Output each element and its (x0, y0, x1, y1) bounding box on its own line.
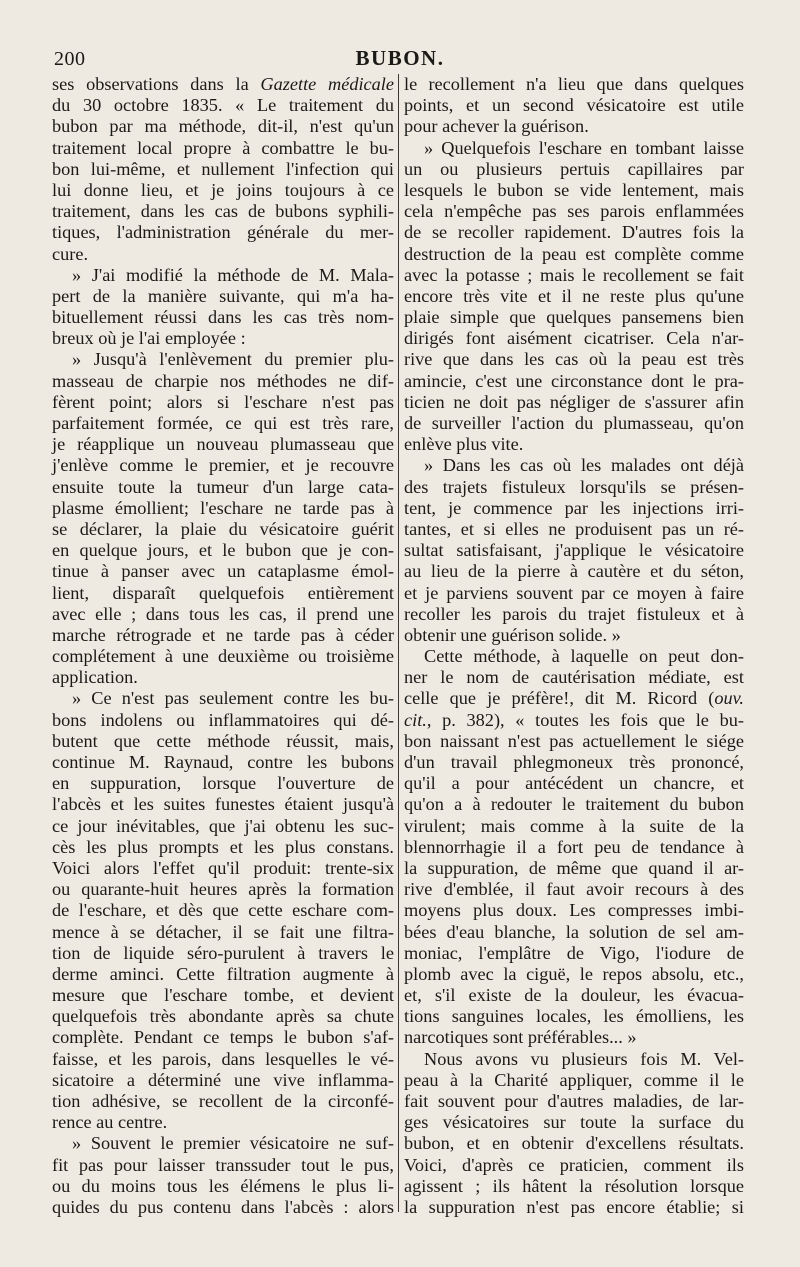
text-line: de se recoller rapidement. D'autres fois la (404, 222, 744, 243)
text-line: parfaitement formée, ce qui est très rare, (52, 413, 394, 433)
page-number: 200 (54, 48, 86, 70)
text-line: derme aminci. Cette filtration augmente à (52, 963, 394, 984)
text-line: bon naissant n'est pas actuellement le siége (404, 730, 744, 751)
text-line: breux où je l'ai employée : (52, 328, 246, 349)
text-line: plomb avec la ciguë, le repos absolu, etc., (404, 963, 744, 984)
text-line: bubon par ma méthode, dit-il, n'est qu'un (52, 116, 394, 137)
text-line: lui donne lieu, et je joins toujours à ce (52, 179, 394, 200)
text-line: mence à se détacher, il se fait une filtra- (52, 921, 394, 942)
text-line: au lieu de la pierre à cautère et du séton, (404, 561, 744, 582)
text-line: traitement, dans les cas de bubons syphili- (52, 201, 394, 222)
text-line: amincie, c'est une circonstance dont le pra- (404, 370, 744, 391)
text-line: du 30 octobre 1835. « Le traitement du (52, 95, 394, 116)
text-line: un ou plusieurs pertuis capillaires par (404, 158, 744, 179)
text-line: plasme émollient; l'eschare ne tarde pas à (52, 497, 394, 518)
text-line: points, et un second vésicatoire est utile (404, 95, 744, 116)
text-line: sultat satisfaisant, j'applique le vésicatoire (404, 540, 744, 561)
text-line: lesquels le bubon se vide lentement, mais (404, 179, 744, 200)
text-line: et, s'il existe de la douleur, les évacua- (404, 985, 744, 1006)
text-line: complétement à une deuxième ou troisième (52, 646, 394, 667)
text-line: dirigés font aisément cicatriser. Cela n'ar- (404, 328, 744, 349)
text-line: quides du pus contenu dans l'abcès : alors (52, 1196, 394, 1217)
text-line: ges vésicatoires sur toute la surface du (404, 1112, 744, 1133)
text-line: ses observations dans la Gazette médicale (52, 74, 394, 94)
text-line: tions sanguines locales, les émolliens, les (404, 1006, 744, 1027)
text-line: » Ce n'est pas seulement contre les bu- (72, 688, 394, 709)
text-line: application. (52, 667, 138, 688)
text-line: bées d'eau blanche, la solution de sel am- (404, 921, 744, 942)
text-line: masseau de charpie nos méthodes ne dif- (52, 370, 394, 391)
text-line: tiques, l'administration générale du mer- (52, 222, 394, 243)
text-line: rive que dans les cas où la peau est très (404, 349, 744, 370)
text-line: » Souvent le premier vésicatoire ne suf- (72, 1133, 394, 1154)
text-line: se déclarer, la plaie du vésicatoire guérit (52, 518, 394, 539)
text-line: tion de liquide séro-purulent à travers le (52, 942, 394, 963)
column-divider (398, 74, 399, 1212)
text-line: lient, disparaît quelquefois entièrement (52, 582, 394, 603)
text-line: bubon, et en obtenir d'excellens résultats. (404, 1133, 744, 1154)
text-line: bon lui-même, et nullement l'infection qui (52, 158, 394, 179)
text-line: tantes, et si elles ne produisent pas un ré- (404, 518, 744, 539)
text-line: moyens plus doux. Les compresses imbi- (404, 900, 744, 921)
text-line: encore très vite et il ne reste plus qu'une (404, 285, 744, 306)
text-line: d'un travail phlegmoneux très prononcé, (404, 752, 744, 772)
text-line: des trajets fistuleux lorsqu'ils se présen- (404, 476, 744, 497)
text-line: ce jour inévitables, que j'ai obtenu les suc- (52, 815, 394, 836)
text-line: bituellement réussi dans les cas très nom- (52, 307, 394, 328)
text-line: Nous avons vu plusieurs fois M. Vel- (424, 1048, 744, 1069)
text-line: de l'eschare, et dès que cette eschare com- (52, 900, 394, 921)
text-line: » J'ai modifié la méthode de M. Mala- (72, 264, 394, 285)
text-line: et je parviens souvent par ce moyen à faire (404, 582, 744, 603)
text-line: tion adhésive, se recollent de la circonfé- (52, 1091, 394, 1111)
text-line: moniac, l'emplâtre de Vigo, l'iodure de (404, 942, 744, 963)
text-line: destruction de la peau est complète comme (404, 243, 744, 264)
text-line: marche rétrograde et ne tarde pas à céder (52, 624, 394, 645)
text-line: l'abcès et les suites funestes étaient jusqu'à (52, 794, 394, 815)
text-line: virulent; mais comme à la suite de la (404, 815, 744, 836)
text-line: » Jusqu'à l'enlèvement du premier plu- (72, 349, 394, 370)
text-line: je réapplique un nouveau plumasseau que (52, 434, 394, 455)
text-line: ou quarante-huit heures après la formation (52, 879, 394, 900)
text-line: peau à la Charité appliquer, comme il le (404, 1069, 744, 1090)
text-line: rive d'emblée, il faut avoir recours à des (404, 879, 744, 900)
text-line: mesure que l'eschare tombe, et devient (52, 985, 394, 1006)
text-line: celle que je préfère!, dit M. Ricord (ouv. (404, 688, 744, 709)
right-column (404, 74, 744, 1218)
text-line: agissent ; ils hâtent la résolution lorsque (404, 1175, 744, 1196)
page-header (52, 44, 748, 74)
text-line: faisse, et les parois, dans lesquelles le vé- (52, 1048, 394, 1069)
text-line: butent que cette méthode réussit, mais, (52, 730, 394, 751)
text-line: obtenir une guérison solide. » (404, 624, 621, 645)
text-line: » Quelquefois l'eschare en tombant laisse (424, 137, 744, 158)
text-line: fit pas pour laisser transsuder tout le pus, (52, 1154, 394, 1175)
text-line: j'enlève comme le premier, et je recouvre (52, 455, 394, 476)
text-line: cit., p. 382), « toutes les fois que le bu- (404, 709, 744, 730)
text-line: rence au centre. (52, 1112, 168, 1133)
text-line: Voici alors l'effet qu'il produit: trente-six (52, 857, 394, 878)
text-line: ensuite toute la tumeur d'un large cata- (52, 476, 394, 497)
text-line: quelquefois très abondante après sa chute (52, 1006, 394, 1027)
text-line: sicatoire a déterminé une vive inflamma- (52, 1069, 394, 1090)
text-line: ner le nom de cautérisation médiate, est (404, 667, 744, 688)
text-line: avec la potasse ; mais le recollement se fait (404, 264, 744, 285)
text-line: narcotiques sont préférables... » (404, 1027, 637, 1048)
text-line: qu'on a à redouter le traitement du bubon (404, 794, 744, 815)
text-line: bons indolens ou inflammatoires qui dé- (52, 709, 394, 730)
text-line: ticien ne doit pas négliger de s'assurer afin (404, 391, 744, 412)
text-line: tent, je commence par les injections irri- (404, 497, 744, 518)
text-line: ou du moins tous les élémens le plus li- (52, 1175, 394, 1196)
text-line: de surveiller l'action du plumasseau, qu'on (404, 413, 744, 433)
text-line: en suppuration, lorsque l'ouverture de (52, 773, 394, 794)
text-line: cès les plus prompts et les plus constans. (52, 836, 394, 857)
text-line: le recollement n'a lieu que dans quelques (404, 74, 744, 94)
text-line: Voici, d'après ce praticien, comment ils (404, 1154, 744, 1175)
text-line: traitement local propre à combattre le bu- (52, 137, 394, 158)
text-line: complète. Pendant ce temps le bubon s'af- (52, 1027, 394, 1048)
left-column (52, 74, 394, 1218)
text-line: tinue à panser avec un cataplasme émol- (52, 561, 394, 582)
text-line: avec elle ; dans tous les cas, il prend une (52, 603, 394, 624)
text-line: pour achever la guérison. (404, 116, 589, 137)
text-line: cela n'empêche pas ses parois enflammées (404, 201, 744, 222)
text-line: qu'il a pour antécédent un chancre, et (404, 773, 744, 794)
text-line: fèrent point; alors si l'eschare n'est pas (52, 391, 394, 412)
text-line: la suppuration, de même que quand il ar- (404, 857, 744, 878)
text-line: recoller les parois du trajet fistuleux et à (404, 603, 744, 624)
text-line: fait souvent pour d'autres maladies, de lar- (404, 1091, 744, 1111)
text-line: continue M. Raynaud, contre les bubons (52, 752, 394, 772)
text-line: Cette méthode, à laquelle on peut don- (424, 646, 744, 667)
text-line: » Dans les cas où les malades ont déjà (424, 455, 744, 476)
text-line: plaie simple que quelques pansemens bien (404, 307, 744, 328)
text-line: cure. (52, 243, 89, 264)
text-line: pert de la manière suivante, qui m'a ha- (52, 285, 394, 306)
text-line: blennorrhagie il a fort peu de tendance à (404, 836, 744, 857)
running-title: BUBON. (355, 46, 445, 70)
text-line: en quelque jours, et le bubon que je con- (52, 540, 394, 561)
text-line: enlève plus vite. (404, 434, 524, 455)
text-line: la suppuration n'est pas encore établie; si (404, 1196, 744, 1217)
